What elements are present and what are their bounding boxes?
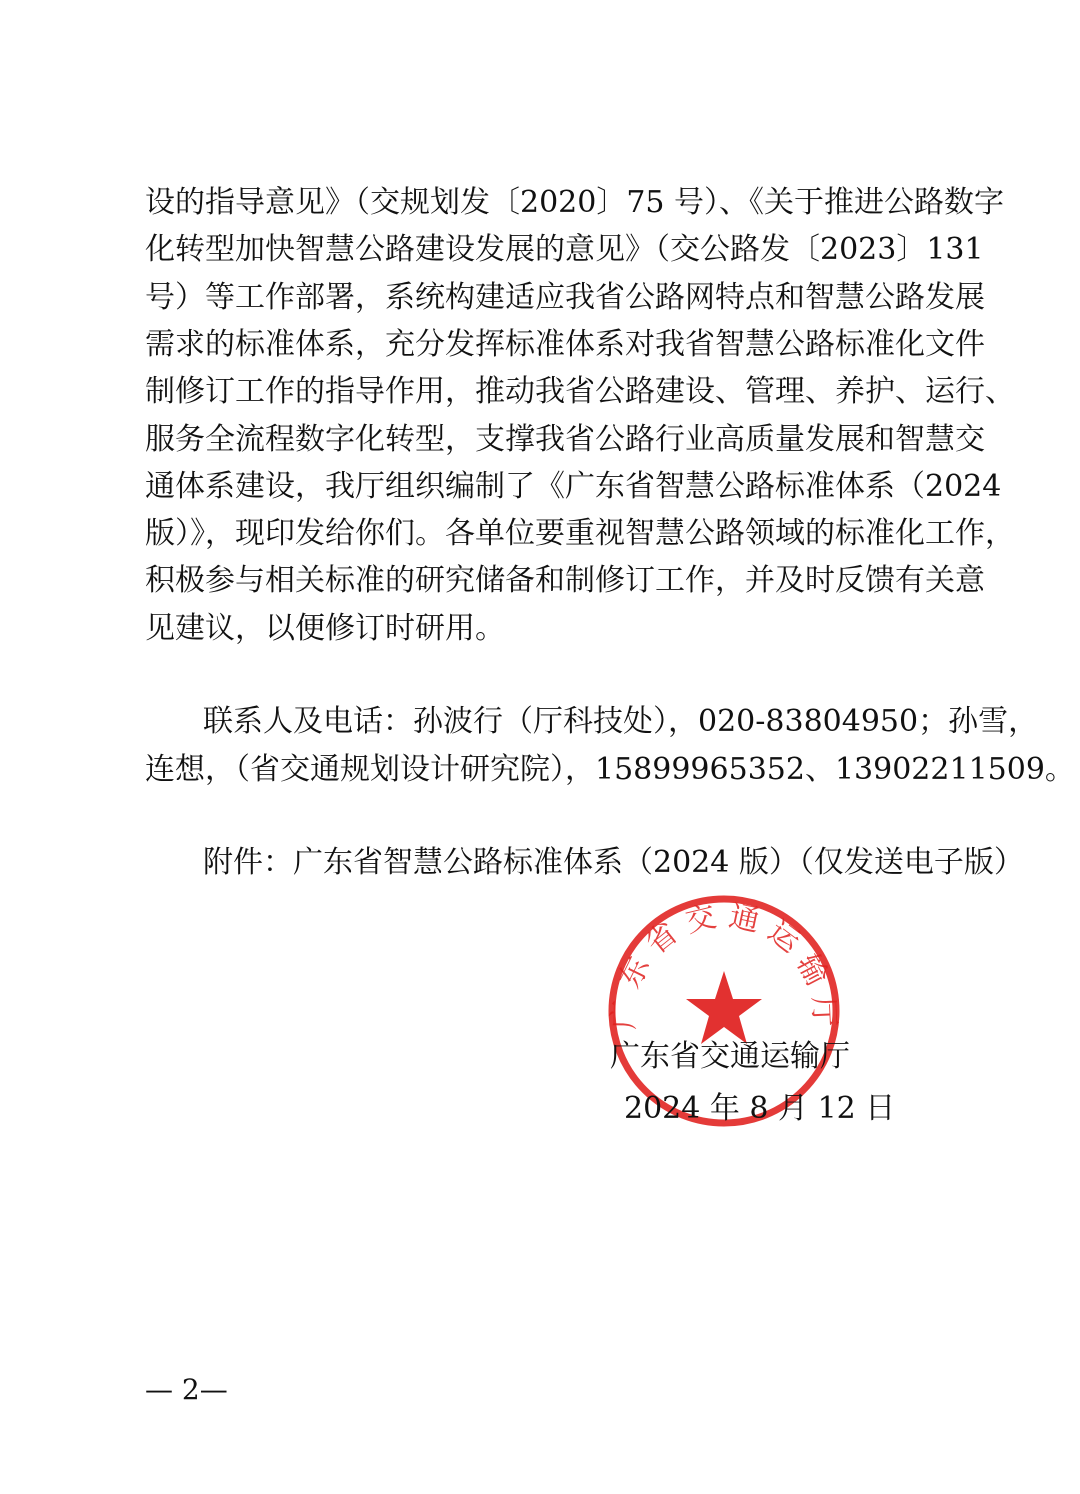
paragraph-line: 版）》，现印发给你们。各单位要重视智慧公路领域的标准化工作， bbox=[145, 516, 1015, 551]
contact-line: 连想，（省交通规划设计研究院），15899965352、13902211509。 bbox=[145, 752, 1075, 787]
attachment-line: 附件：广东省智慧公路标准体系（2024 版）（仅发送电子版） bbox=[203, 845, 1024, 880]
seal-star-icon bbox=[686, 971, 762, 1044]
signature-date: 2024 年 8 月 12 日 bbox=[624, 1091, 896, 1126]
paragraph-line: 积极参与相关标准的研究储备和制修订工作，并及时反馈有关意 bbox=[145, 563, 985, 598]
paragraph-line: 通体系建设，我厅组织编制了《广东省智慧公路标准体系（2024 bbox=[145, 469, 1002, 504]
page-number: — 2— bbox=[145, 1373, 228, 1406]
paragraph-line: 需求的标准体系，充分发挥标准体系对我省智慧公路标准化文件 bbox=[145, 327, 985, 362]
signature-org: 广东省交通运输厅 bbox=[610, 1039, 850, 1074]
paragraph-line: 号）等工作部署，系统构建适应我省公路网特点和智慧公路发展 bbox=[145, 280, 985, 315]
paragraph-line: 制修订工作的指导作用，推动我省公路建设、管理、养护、运行、 bbox=[145, 374, 1015, 409]
paragraph-line: 服务全流程数字化转型，支撑我省公路行业高质量发展和智慧交 bbox=[145, 422, 985, 457]
seal-arc-text: 广 东 省 交 通 运 输 厅 bbox=[606, 898, 842, 1031]
paragraph-line: 化转型加快智慧公路建设发展的意见》（交公路发〔2023〕131 bbox=[145, 232, 984, 267]
paragraph-line: 设的指导意见》（交规划发〔2020〕75 号）、《关于推进公路数字 bbox=[145, 185, 1005, 220]
contact-line: 联系人及电话：孙波行（厅科技处），020-83804950；孙雪， bbox=[203, 704, 1039, 739]
paragraph-line: 见建议，以便修订时研用。 bbox=[145, 611, 505, 646]
